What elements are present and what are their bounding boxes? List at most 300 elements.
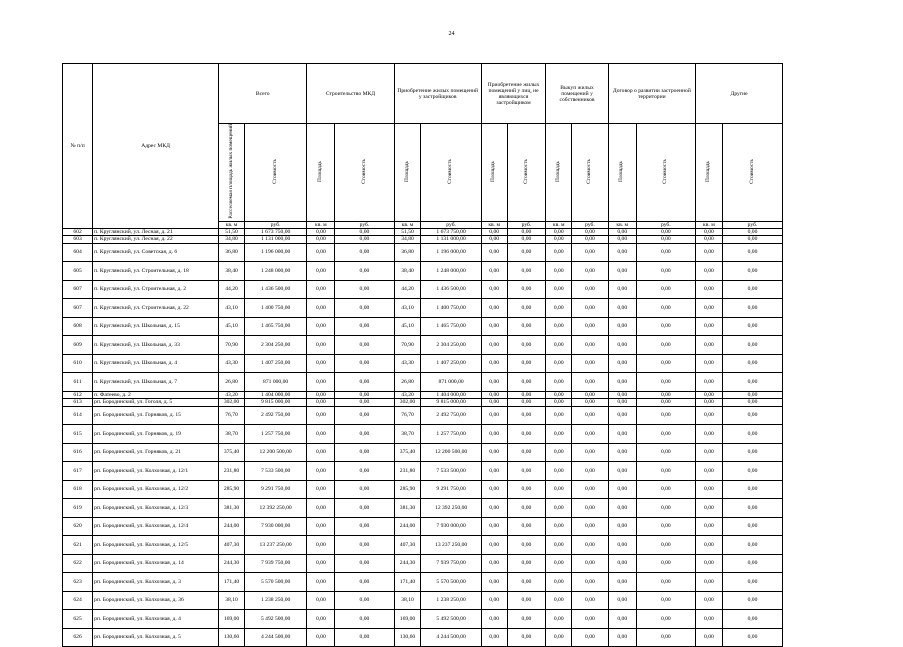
subheader-cell (481, 124, 507, 222)
table-row (63, 425, 836, 444)
buyout-cost: 0,00 (572, 228, 609, 236)
other-area: 0,00 (695, 299, 722, 318)
row-address: п. Круглянский, ул. Строительная, д. 22 (93, 299, 219, 318)
developers-cost: 1 238 250,00 (421, 591, 481, 610)
construction-cost: 0,00 (335, 628, 394, 647)
developers-cost: 1 131 000,00 (421, 236, 481, 244)
row-address: рп. Бородинский, ул. Горняков, д. 21 (93, 443, 219, 462)
buyout-cost: 0,00 (572, 591, 609, 610)
subheader-cell (421, 124, 481, 222)
construction-cost: 0,00 (335, 591, 394, 610)
unit-cost: руб. (636, 221, 695, 228)
non-developers-cost: 0,00 (507, 499, 546, 518)
development-contract-area: 0,00 (608, 610, 636, 629)
total-cost: 5 492 500,00 (244, 610, 306, 629)
total-area: 38,10 (219, 591, 245, 610)
development-contract-area: 0,00 (608, 628, 636, 647)
developers-area: 171,40 (394, 573, 421, 592)
table-row (63, 299, 836, 318)
other-area: 0,00 (695, 628, 722, 647)
other-cost: 0,00 (722, 243, 782, 262)
developers-area: 43,10 (394, 299, 421, 318)
row-address: рп. Бородинский, ул. Колхозная, д. 4 (93, 610, 219, 629)
total-cost: 7 939 750,00 (244, 554, 306, 573)
developers-cost: 12 200 500,00 (421, 443, 481, 462)
other-area: 0,00 (695, 354, 722, 373)
buyout-cost: 0,00 (572, 554, 609, 573)
buyout-area: 0,00 (546, 243, 572, 262)
subheader-cell (572, 124, 609, 222)
row-address: рп. Бородинский, ул. Колхозная, д. 12/1 (93, 462, 219, 481)
non-developers-cost: 0,00 (507, 228, 546, 236)
non-developers-cost: 0,00 (507, 317, 546, 336)
construction-cost: 0,00 (335, 299, 394, 318)
construction-cost: 0,00 (335, 443, 394, 462)
row-address: п. Фатеево, д. 2 (93, 391, 219, 399)
header-group-other: Другие (695, 64, 782, 124)
developers-cost: 4 244 500,00 (421, 628, 481, 647)
subheader-area: Расселяемая площадь жилых помещений (227, 124, 234, 219)
buyout-area: 0,00 (546, 317, 572, 336)
construction-cost: 0,00 (335, 243, 394, 262)
development-contract-area: 0,00 (608, 536, 636, 555)
total-area: 130,60 (219, 628, 245, 647)
development-contract-cost: 0,00 (636, 499, 695, 518)
table-row (63, 628, 836, 647)
row-address: п. Круглянский, ул. Школьная, д. 33 (93, 336, 219, 355)
total-cost: 7 930 000,00 (244, 517, 306, 536)
developers-area: 70,90 (394, 336, 421, 355)
developers-cost: 1 465 750,00 (421, 317, 481, 336)
developers-area: 407,30 (394, 536, 421, 555)
buyout-area: 0,00 (546, 628, 572, 647)
buyout-area: 0,00 (546, 373, 572, 392)
buyout-cost: 0,00 (572, 443, 609, 462)
row-number: 611 (63, 373, 93, 392)
developers-cost: 1 404 000,00 (421, 391, 481, 399)
construction-cost: 0,00 (335, 336, 394, 355)
development-contract-cost: 0,00 (636, 243, 695, 262)
total-cost: 1 404 000,00 (244, 391, 306, 399)
buyout-cost: 0,00 (572, 425, 609, 444)
row-number: 602 (63, 228, 93, 236)
buyout-cost: 0,00 (572, 628, 609, 647)
non-developers-area: 0,00 (481, 536, 507, 555)
buyout-cost: 0,00 (572, 480, 609, 499)
other-cost: 0,00 (722, 425, 782, 444)
table-row (63, 228, 836, 236)
other-cost: 0,00 (722, 610, 782, 629)
construction-area: 0,00 (307, 480, 335, 499)
development-contract-cost: 0,00 (636, 236, 695, 244)
subheader-area: Площадь (317, 160, 324, 182)
developers-cost: 2 492 750,00 (421, 406, 481, 425)
row-address: рп. Бородинский, ул. Колхозная, д. 14 (93, 554, 219, 573)
unit-area: кв. м (219, 221, 245, 228)
developers-area: 38,40 (394, 262, 421, 281)
row-number: 612 (63, 391, 93, 399)
developers-cost: 5 570 500,00 (421, 573, 481, 592)
non-developers-cost: 0,00 (507, 443, 546, 462)
row-number: 614 (63, 406, 93, 425)
subheader-cost: Стоимость (447, 158, 454, 184)
development-contract-cost: 0,00 (636, 425, 695, 444)
non-developers-area: 0,00 (481, 554, 507, 573)
other-cost: 0,00 (722, 399, 782, 407)
unit-cost: руб. (244, 221, 306, 228)
total-area: 38,70 (219, 425, 245, 444)
construction-cost: 0,00 (335, 499, 394, 518)
buyout-area: 0,00 (546, 480, 572, 499)
table-row (63, 236, 836, 244)
developers-area: 26,80 (394, 373, 421, 392)
development-contract-area: 0,00 (608, 236, 636, 244)
development-contract-area: 0,00 (608, 336, 636, 355)
construction-cost: 0,00 (335, 536, 394, 555)
developers-cost: 9 291 750,00 (421, 480, 481, 499)
header-group-developers: Приобретение жилых помещений у застройщиков (394, 64, 481, 124)
other-cost: 0,00 (722, 443, 782, 462)
other-cost: 0,00 (722, 354, 782, 373)
non-developers-area: 0,00 (481, 299, 507, 318)
total-area: 231,80 (219, 462, 245, 481)
header-group-construction: Строительство МКД (307, 64, 394, 124)
row-number: 605 (63, 262, 93, 281)
row-number: 622 (63, 554, 93, 573)
subheader-area: Площадь (705, 160, 712, 182)
buyout-cost: 0,00 (572, 399, 609, 407)
buyout-cost: 0,00 (572, 280, 609, 299)
non-developers-cost: 0,00 (507, 354, 546, 373)
construction-area: 0,00 (307, 336, 335, 355)
subheader-cell (244, 124, 306, 222)
row-number: 623 (63, 573, 93, 592)
other-cost: 0,00 (722, 628, 782, 647)
other-area: 0,00 (695, 391, 722, 399)
other-area: 0,00 (695, 610, 722, 629)
buyout-cost: 0,00 (572, 243, 609, 262)
development-contract-area: 0,00 (608, 317, 636, 336)
other-cost: 0,00 (722, 554, 782, 573)
total-area: 45,10 (219, 317, 245, 336)
other-area: 0,00 (695, 591, 722, 610)
developers-area: 43,20 (394, 391, 421, 399)
developers-cost: 871 000,00 (421, 373, 481, 392)
developers-cost: 7 533 500,00 (421, 462, 481, 481)
buyout-area: 0,00 (546, 236, 572, 244)
table-row (63, 462, 836, 481)
row-address: рп. Бородинский, ул. Горняков, д. 15 (93, 406, 219, 425)
header-num: № п/п (63, 64, 93, 229)
development-contract-cost: 0,00 (636, 336, 695, 355)
construction-cost: 0,00 (335, 399, 394, 407)
developers-area: 45,10 (394, 317, 421, 336)
developers-area: 285,90 (394, 480, 421, 499)
non-developers-cost: 0,00 (507, 573, 546, 592)
other-area: 0,00 (695, 317, 722, 336)
other-cost: 0,00 (722, 236, 782, 244)
construction-area: 0,00 (307, 228, 335, 236)
total-area: 169,00 (219, 610, 245, 629)
buyout-area: 0,00 (546, 462, 572, 481)
construction-area: 0,00 (307, 317, 335, 336)
development-contract-area: 0,00 (608, 499, 636, 518)
non-developers-cost: 0,00 (507, 591, 546, 610)
row-address: п. Круглянский, ул. Школьная, д. 7 (93, 373, 219, 392)
development-contract-area: 0,00 (608, 399, 636, 407)
total-area: 381,30 (219, 499, 245, 518)
total-area: 43,10 (219, 299, 245, 318)
row-address: п. Круглянский, ул. Школьная, д. 4 (93, 354, 219, 373)
non-developers-area: 0,00 (481, 236, 507, 244)
subheader-cell (722, 124, 782, 222)
total-area: 44,20 (219, 280, 245, 299)
construction-cost: 0,00 (335, 236, 394, 244)
table-row (63, 480, 836, 499)
total-area: 375,40 (219, 443, 245, 462)
other-area: 0,00 (695, 443, 722, 462)
other-cost: 0,00 (722, 317, 782, 336)
buyout-area: 0,00 (546, 299, 572, 318)
row-number: 609 (63, 336, 93, 355)
buyout-area: 0,00 (546, 354, 572, 373)
non-developers-area: 0,00 (481, 399, 507, 407)
non-developers-area: 0,00 (481, 262, 507, 281)
development-contract-cost: 0,00 (636, 517, 695, 536)
other-cost: 0,00 (722, 280, 782, 299)
developers-area: 231,80 (394, 462, 421, 481)
subheader-cost: Стоимость (586, 158, 593, 184)
non-developers-cost: 0,00 (507, 280, 546, 299)
development-contract-cost: 0,00 (636, 573, 695, 592)
construction-area: 0,00 (307, 610, 335, 629)
developers-area: 38,10 (394, 591, 421, 610)
buyout-area: 0,00 (546, 425, 572, 444)
non-developers-cost: 0,00 (507, 336, 546, 355)
total-cost: 1 407 250,00 (244, 354, 306, 373)
developers-area: 244,30 (394, 554, 421, 573)
table-row (63, 373, 836, 392)
developers-cost: 7 939 750,00 (421, 554, 481, 573)
buyout-area: 0,00 (546, 336, 572, 355)
total-area: 244,00 (219, 517, 245, 536)
non-developers-area: 0,00 (481, 354, 507, 373)
unit-cost: руб. (507, 221, 546, 228)
developers-cost: 1 257 750,00 (421, 425, 481, 444)
developers-area: 36,80 (394, 243, 421, 262)
table-row (63, 243, 836, 262)
subheader-area: Площадь (618, 160, 625, 182)
table-row (63, 499, 836, 518)
buyout-area: 0,00 (546, 499, 572, 518)
construction-area: 0,00 (307, 280, 335, 299)
other-cost: 0,00 (722, 591, 782, 610)
buyout-cost: 0,00 (572, 573, 609, 592)
unit-cost: руб. (722, 221, 782, 228)
buyout-cost: 0,00 (572, 610, 609, 629)
buyout-cost: 0,00 (572, 262, 609, 281)
construction-area: 0,00 (307, 425, 335, 444)
subheader-cell (636, 124, 695, 222)
other-area: 0,00 (695, 480, 722, 499)
total-cost: 1 131 000,00 (244, 236, 306, 244)
total-area: 70,90 (219, 336, 245, 355)
construction-cost: 0,00 (335, 280, 394, 299)
non-developers-area: 0,00 (481, 443, 507, 462)
construction-area: 0,00 (307, 406, 335, 425)
row-address: рп. Бородинский, ул. Колхозная, д. 12/5 (93, 536, 219, 555)
unit-cost: руб. (572, 221, 609, 228)
developers-area: 381,30 (394, 499, 421, 518)
development-contract-cost: 0,00 (636, 443, 695, 462)
row-number: 607 (63, 280, 93, 299)
construction-area: 0,00 (307, 517, 335, 536)
development-contract-cost: 0,00 (636, 280, 695, 299)
row-address: п. Круглянский, ул. Школьная, д. 15 (93, 317, 219, 336)
non-developers-area: 0,00 (481, 628, 507, 647)
non-developers-cost: 0,00 (507, 299, 546, 318)
other-area: 0,00 (695, 262, 722, 281)
development-contract-area: 0,00 (608, 443, 636, 462)
non-developers-area: 0,00 (481, 573, 507, 592)
row-number: 610 (63, 354, 93, 373)
subheader-cost: Стоимость (271, 158, 278, 184)
construction-area: 0,00 (307, 573, 335, 592)
construction-cost: 0,00 (335, 317, 394, 336)
development-contract-area: 0,00 (608, 262, 636, 281)
header-group-buyout: Выкуп жилых помещений у собственников (546, 64, 608, 124)
construction-area: 0,00 (307, 554, 335, 573)
non-developers-cost: 0,00 (507, 391, 546, 399)
non-developers-cost: 0,00 (507, 536, 546, 555)
total-area: 36,80 (219, 243, 245, 262)
developers-area: 130,60 (394, 628, 421, 647)
development-contract-cost: 0,00 (636, 536, 695, 555)
total-cost: 1 436 500,00 (244, 280, 306, 299)
buyout-cost: 0,00 (572, 406, 609, 425)
buyout-cost: 0,00 (572, 462, 609, 481)
development-contract-cost: 0,00 (636, 554, 695, 573)
buyout-area: 0,00 (546, 610, 572, 629)
non-developers-cost: 0,00 (507, 373, 546, 392)
other-area: 0,00 (695, 373, 722, 392)
table-body (63, 228, 836, 647)
development-contract-area: 0,00 (608, 299, 636, 318)
development-contract-cost: 0,00 (636, 299, 695, 318)
unit-cost: руб. (335, 221, 394, 228)
total-area: 38,40 (219, 262, 245, 281)
construction-cost: 0,00 (335, 262, 394, 281)
development-contract-cost: 0,00 (636, 373, 695, 392)
development-contract-area: 0,00 (608, 243, 636, 262)
buyout-area: 0,00 (546, 280, 572, 299)
non-developers-cost: 0,00 (507, 425, 546, 444)
buyout-area: 0,00 (546, 554, 572, 573)
construction-area: 0,00 (307, 628, 335, 647)
row-number: 603 (63, 236, 93, 244)
table-row (63, 336, 836, 355)
developers-cost: 1 436 500,00 (421, 280, 481, 299)
developers-area: 244,00 (394, 517, 421, 536)
table-row (63, 536, 836, 555)
other-cost: 0,00 (722, 336, 782, 355)
non-developers-area: 0,00 (481, 373, 507, 392)
non-developers-area: 0,00 (481, 517, 507, 536)
non-developers-cost: 0,00 (507, 517, 546, 536)
other-cost: 0,00 (722, 499, 782, 518)
other-area: 0,00 (695, 336, 722, 355)
construction-area: 0,00 (307, 536, 335, 555)
development-contract-area: 0,00 (608, 373, 636, 392)
subheader-cell (335, 124, 394, 222)
developers-area: 43,30 (394, 354, 421, 373)
row-number: 626 (63, 628, 93, 647)
developers-area: 169,00 (394, 610, 421, 629)
header-address: Адрес МКД (93, 64, 219, 229)
table-row (63, 610, 836, 629)
other-cost: 0,00 (722, 573, 782, 592)
buyout-area: 0,00 (546, 536, 572, 555)
total-cost: 5 570 500,00 (244, 573, 306, 592)
row-address: рп. Бородинский, ул. Горняков, д. 19 (93, 425, 219, 444)
developers-cost: 1 400 750,00 (421, 299, 481, 318)
row-number: 604 (63, 243, 93, 262)
development-contract-cost: 0,00 (636, 391, 695, 399)
developers-cost: 1 407 250,00 (421, 354, 481, 373)
non-developers-cost: 0,00 (507, 462, 546, 481)
total-cost: 1 257 750,00 (244, 425, 306, 444)
row-address: рп. Бородинский, ул. Колхозная, д. 12/2 (93, 480, 219, 499)
total-area: 34,80 (219, 236, 245, 244)
buyout-area: 0,00 (546, 443, 572, 462)
buyout-cost: 0,00 (572, 517, 609, 536)
other-area: 0,00 (695, 406, 722, 425)
construction-area: 0,00 (307, 262, 335, 281)
development-contract-area: 0,00 (608, 406, 636, 425)
total-cost: 12 200 500,00 (244, 443, 306, 462)
table-header (63, 64, 836, 229)
subheader-cost: Стоимость (522, 158, 529, 184)
buyout-cost: 0,00 (572, 354, 609, 373)
subheader-cost: Стоимость (360, 158, 367, 184)
row-address: п. Круглянский, ул. Строительная, д. 2 (93, 280, 219, 299)
development-contract-area: 0,00 (608, 591, 636, 610)
table-row (63, 573, 836, 592)
buyout-area: 0,00 (546, 591, 572, 610)
development-contract-cost: 0,00 (636, 399, 695, 407)
other-area: 0,00 (695, 554, 722, 573)
unit-cost: руб. (421, 221, 481, 228)
other-area: 0,00 (695, 499, 722, 518)
development-contract-area: 0,00 (608, 228, 636, 236)
construction-area: 0,00 (307, 299, 335, 318)
row-address: п. Круглянский, ул. Советская, д. 6 (93, 243, 219, 262)
construction-cost: 0,00 (335, 462, 394, 481)
total-cost: 1 248 000,00 (244, 262, 306, 281)
developers-area: 302,00 (394, 399, 421, 407)
developers-cost: 2 304 250,00 (421, 336, 481, 355)
total-area: 244,30 (219, 554, 245, 573)
construction-cost: 0,00 (335, 425, 394, 444)
total-cost: 4 244 500,00 (244, 628, 306, 647)
total-cost: 1 400 750,00 (244, 299, 306, 318)
resettlement-table (62, 63, 836, 647)
total-cost: 1 238 250,00 (244, 591, 306, 610)
non-developers-cost: 0,00 (507, 243, 546, 262)
row-address: рп. Бородинский, ул. Колхозная, д. 5 (93, 628, 219, 647)
total-area: 407,30 (219, 536, 245, 555)
development-contract-area: 0,00 (608, 517, 636, 536)
